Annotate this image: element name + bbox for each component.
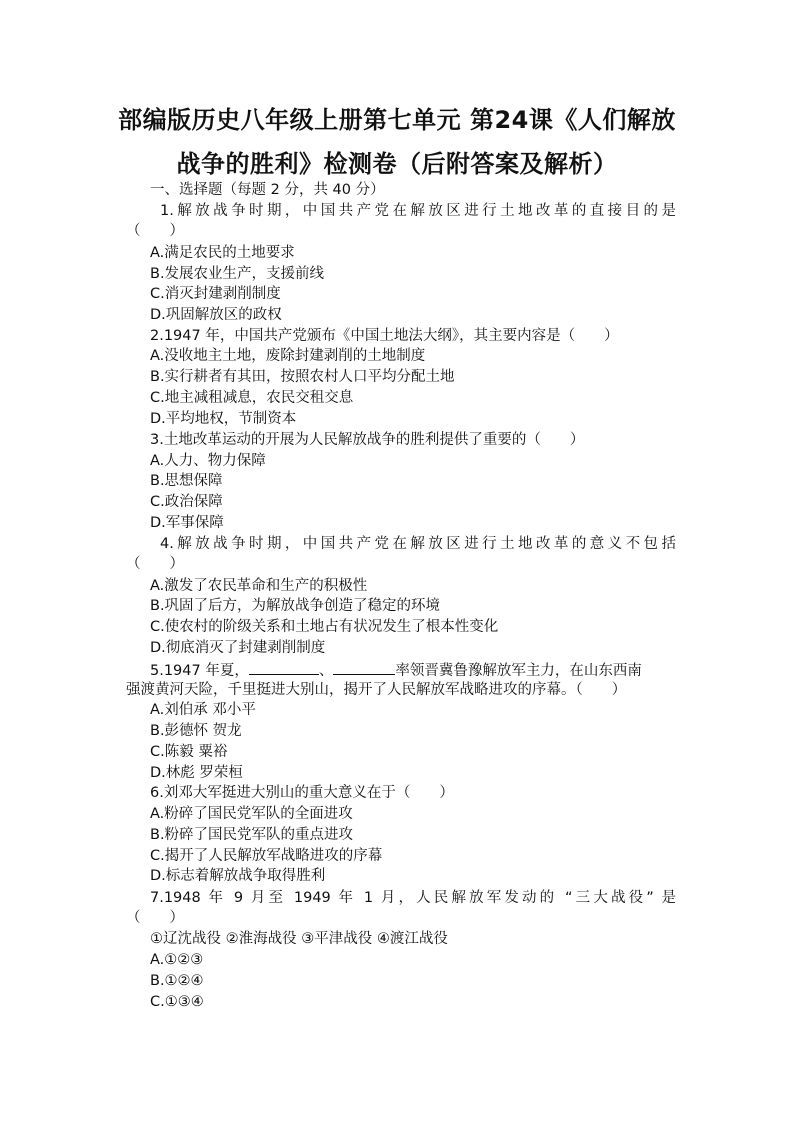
question-4-paren: （ ） bbox=[126, 556, 184, 572]
question-1-paren: （ ） bbox=[126, 223, 184, 239]
question-3-option-c: C.政治保障 bbox=[150, 494, 223, 510]
question-6-option-d: D.标志着解放战争取得胜利 bbox=[150, 868, 326, 884]
question-7-option-b: B.①②④ bbox=[150, 973, 204, 989]
question-4-option-c: C.使农村的阶级关系和土地占有状况发生了根本性变化 bbox=[150, 619, 499, 635]
question-3-option-d: D.军事保障 bbox=[150, 515, 224, 531]
question-5-stem-part-b: 率领晋冀鲁豫解放军主力，在山东西南 bbox=[395, 663, 642, 679]
question-7-paren: （ ） bbox=[126, 910, 184, 926]
question-7-option-a: A.①②③ bbox=[150, 952, 204, 968]
question-3-option-a: A.人力、物力保障 bbox=[150, 453, 266, 469]
question-7-option-c: C.①③④ bbox=[150, 994, 204, 1010]
document-title-line-1: 部编版历史八年级上册第七单元 第24课《人们解放 bbox=[118, 106, 676, 134]
question-5-blank-2 bbox=[333, 659, 395, 675]
question-4-option-a: A.激发了农民革命和生产的积极性 bbox=[150, 578, 368, 594]
question-5-stem-line-2: 强渡黄河天险，千里挺进大别山，揭开了人民解放军战略进攻的序幕。（ ） bbox=[126, 682, 627, 698]
question-5-option-a: A.刘伯承 邓小平 bbox=[150, 702, 256, 718]
question-3-option-b: B.思想保障 bbox=[150, 473, 223, 489]
question-3-stem: 3.土地改革运动的开展为人民解放战争的胜利提供了重要的（ ） bbox=[150, 432, 585, 448]
question-2-option-b: B.实行耕者有其田，按照农村人口平均分配土地 bbox=[150, 369, 455, 385]
question-2-option-d: D.平均地权，节制资本 bbox=[150, 411, 297, 427]
question-2-stem: 2.1947 年，中国共产党颁布《中国土地法大纲》，其主要内容是（ ） bbox=[150, 328, 619, 344]
question-6-option-c: C.揭开了人民解放军战略进攻的序幕 bbox=[150, 848, 383, 864]
question-5-blank-1 bbox=[249, 659, 319, 675]
question-6-option-b: B.粉碎了国民党军队的重点进攻 bbox=[150, 827, 354, 843]
question-5-stem bbox=[150, 659, 642, 681]
question-1-stem: 1.解放战争时期，中国共产党在解放区进行土地改革的直接目的是 bbox=[160, 203, 676, 219]
question-5-option-b: B.彭德怀 贺龙 bbox=[150, 723, 242, 739]
question-1-option-c: C.消灭封建剥削制度 bbox=[150, 286, 281, 302]
question-5-stem-part-a: 5.1947 年夏， bbox=[150, 663, 249, 679]
question-6-stem: 6.刘邓大军挺进大别山的重大意义在于（ ） bbox=[150, 785, 454, 801]
question-5-option-d: D.林彪 罗荣桓 bbox=[150, 765, 243, 781]
section-heading: 一、选择题（每题 2 分，共 40 分） bbox=[150, 182, 385, 198]
question-5-stem-separator: 、 bbox=[318, 663, 334, 679]
question-2-option-a: A.没收地主土地，废除封建剥削的土地制度 bbox=[150, 348, 426, 364]
question-5-option-c: C.陈毅 粟裕 bbox=[150, 744, 228, 760]
question-1-option-a: A.满足农民的土地要求 bbox=[150, 245, 295, 261]
question-1-option-d: D.巩固解放区的政权 bbox=[150, 307, 282, 323]
question-1-option-b: B.发展农业生产，支援前线 bbox=[150, 266, 325, 282]
question-2-option-c: C.地主减租减息，农民交租交息 bbox=[150, 390, 354, 406]
question-7-stem: 7.1948 年 9 月至 1949 年 1 月，人民解放军发动的 “三大战役” 是 bbox=[150, 890, 676, 906]
question-4-stem: 4.解放战争时期，中国共产党在解放区进行土地改革的意义不包括 bbox=[160, 536, 676, 552]
question-7-items: ①辽沈战役 ②淮海战役 ③平津战役 ④渡江战役 bbox=[150, 931, 448, 947]
document-title-line-2: 战争的胜利》检测卷（后附答案及解析） bbox=[176, 150, 618, 178]
question-4-option-d: D.彻底消灭了封建剥削制度 bbox=[150, 640, 326, 656]
question-4-option-b: B.巩固了后方，为解放战争创造了稳定的环境 bbox=[150, 598, 441, 614]
question-6-option-a: A.粉碎了国民党军队的全面进攻 bbox=[150, 806, 353, 822]
